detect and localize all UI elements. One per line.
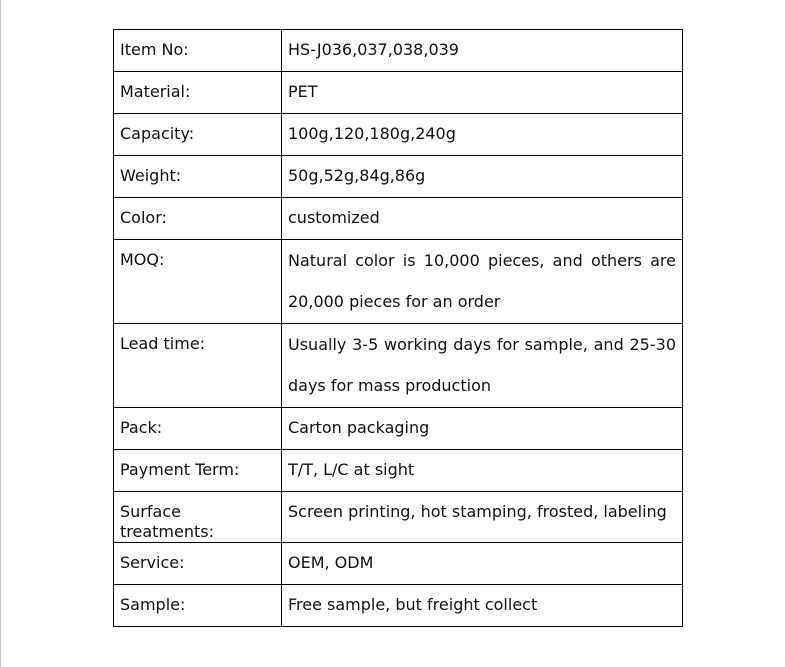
row-value: PET [282, 72, 683, 114]
row-value: T/T, L/C at sight [282, 450, 683, 492]
row-value: HS-J036,037,038,039 [282, 30, 683, 72]
row-value: Free sample, but freight collect [282, 585, 683, 627]
spec-table [113, 29, 683, 627]
row-label: Color: [114, 198, 282, 240]
table-row [114, 30, 683, 72]
table-row [114, 114, 683, 156]
table-row [114, 408, 683, 450]
row-value: customized [282, 198, 683, 240]
row-value: 100g,120,180g,240g [282, 114, 683, 156]
table-row [114, 198, 683, 240]
row-label: Surface treatments: [114, 492, 282, 543]
row-label: Material: [114, 72, 282, 114]
row-value: Screen printing, hot stamping, frosted, labeling [282, 492, 683, 543]
row-label: Payment Term: [114, 450, 282, 492]
row-value: 50g,52g,84g,86g [282, 156, 683, 198]
table-row [114, 240, 683, 324]
row-value: Carton packaging [282, 408, 683, 450]
row-label: Lead time: [114, 324, 282, 408]
row-value: Natural color is 10,000 pieces, and others are 20,000 pieces for an order [282, 240, 683, 324]
row-value: OEM, ODM [282, 543, 683, 585]
table-row [114, 585, 683, 627]
row-label: MOQ: [114, 240, 282, 324]
table-row [114, 324, 683, 408]
table-row [114, 492, 683, 543]
row-value: Usually 3-5 working days for sample, and 25-30 days for mass production [282, 324, 683, 408]
row-label: Capacity: [114, 114, 282, 156]
table-row [114, 543, 683, 585]
row-label: Item No: [114, 30, 282, 72]
row-label: Sample: [114, 585, 282, 627]
page-edge [0, 0, 1, 667]
table-row [114, 450, 683, 492]
table-row [114, 156, 683, 198]
row-label: Weight: [114, 156, 282, 198]
row-label: Service: [114, 543, 282, 585]
row-label: Pack: [114, 408, 282, 450]
table-row [114, 72, 683, 114]
